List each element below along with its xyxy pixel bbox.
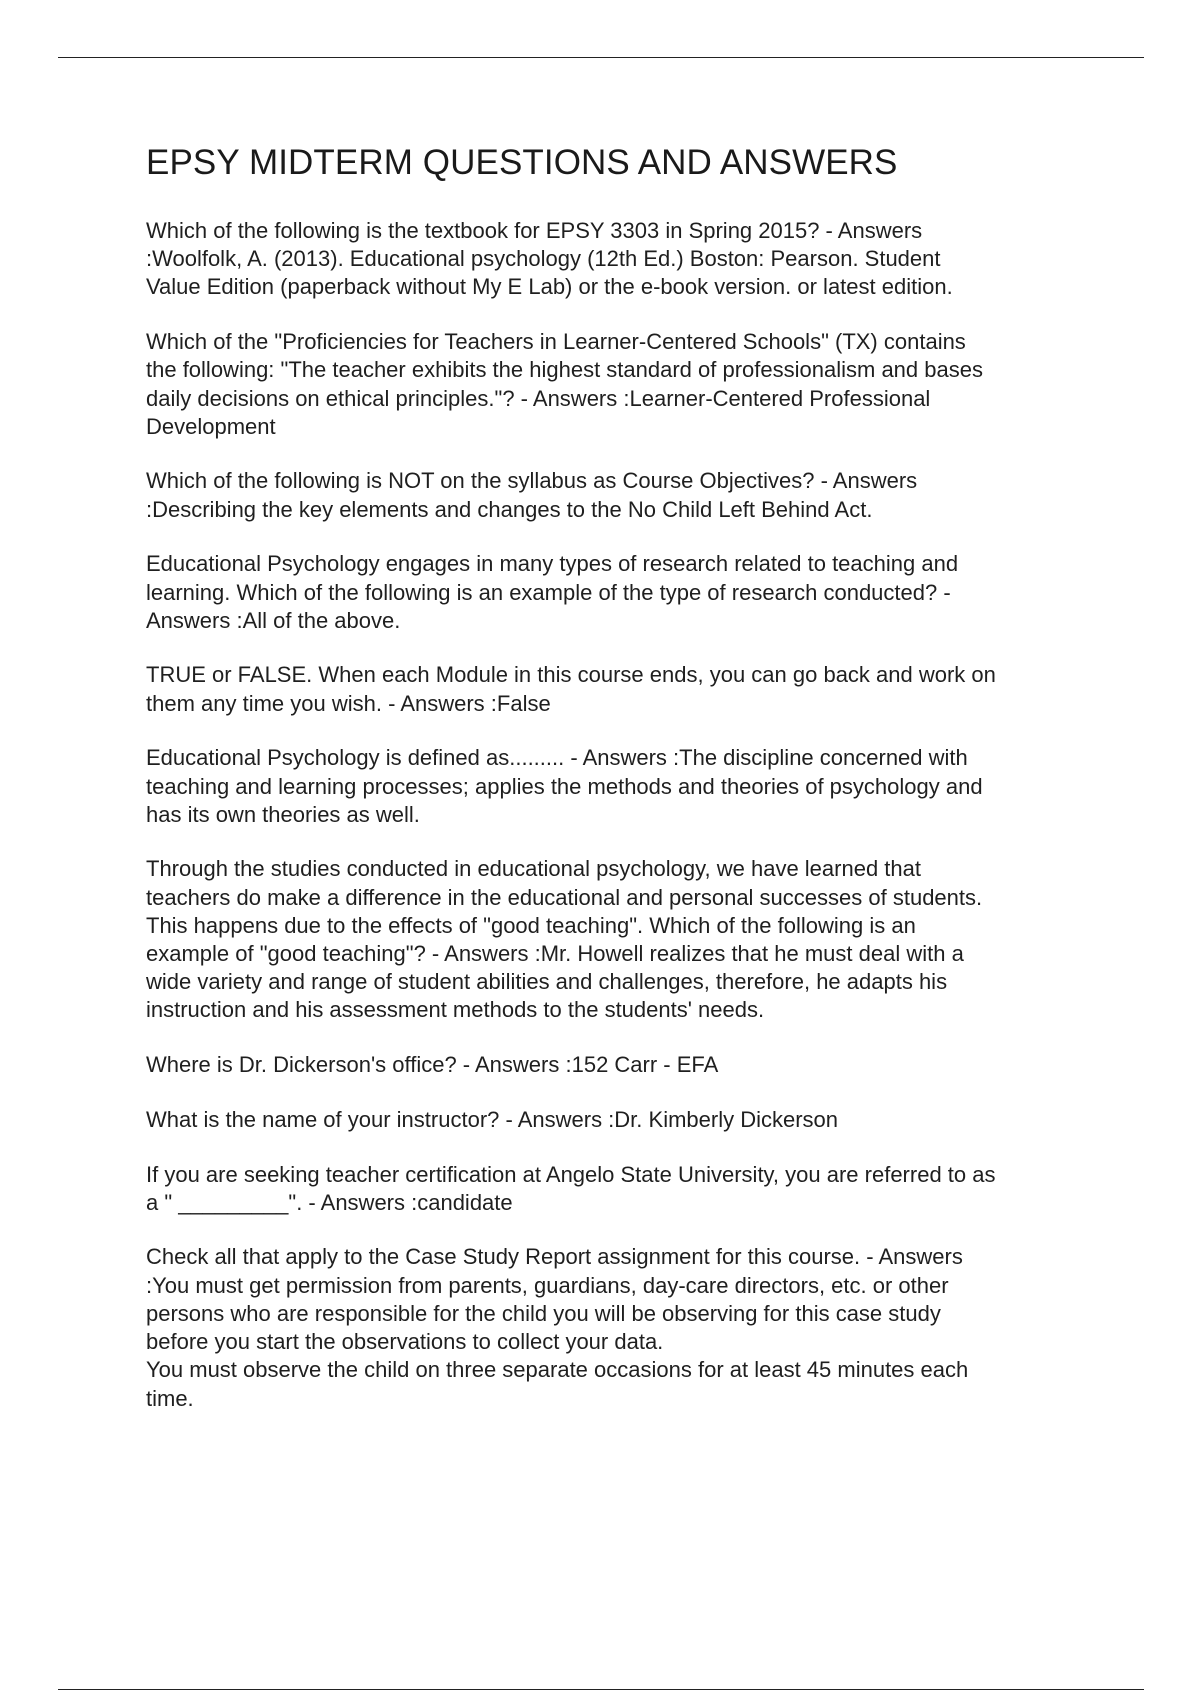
qa-item: Which of the following is the textbook for EPSY 3303 in Spring 2015? - Answers :Woolfolk, A. (2013). Educational psychology (12th Ed.) Boston: Pearson. Student Value Edition (paperback without My E Lab) or the e-book version. or latest edition.: [146, 218, 953, 300]
qa-item: If you are seeking teacher certification at Angelo State University, you are referred to as a " _________". - Answers :candidate: [146, 1161, 996, 1215]
qa-item: Which of the following is NOT on the syllabus as Course Objectives? - Answers :Describing the key elements and changes to the No Child Left Behind Act.: [146, 468, 918, 522]
bottom-divider: [58, 1689, 1144, 1690]
qa-item: Through the studies conducted in educational psychology, we have learned that teachers do make a difference in the educational and personal successes of students. This happens due to the effects of "good teaching". Which of the following is an example of "good teaching"? - Answers :Mr. Howell realizes that he must deal with a wide variety and range of student abilities and challenges, therefore, he adapts his instruction and his assessment methods to the students' needs.: [146, 856, 983, 1023]
qa-item: TRUE or FALSE. When each Module in this course ends, you can go back and work on them any time you wish. - Answers :False: [146, 662, 996, 716]
qa-item: Educational Psychology engages in many types of research related to teaching and learning. Which of the following is an example of the type of research conducted? - Answers :All of the above.: [146, 551, 959, 633]
qa-item: Where is Dr. Dickerson's office? - Answers :152 Carr - EFA: [146, 1052, 719, 1078]
qa-item: Educational Psychology is defined as......... - Answers :The discipline concerned with teaching and learning processes; applies the methods and theories of psychology and has its own theories as well.: [146, 745, 983, 827]
qa-item: Check all that apply to the Case Study Report assignment for this course. - Answers :You must get permission from parents, guardians, day-care directors, etc. or other persons who are responsible for the child you will be observing for this case study before you start the observations to collect your data. You must observe the child on three separate occasions for at least 45 minutes each time.: [146, 1244, 969, 1411]
page-title: EPSY MIDTERM QUESTIONS AND ANSWERS: [146, 143, 898, 182]
document-body: [146, 143, 1086, 1439]
top-divider: [58, 57, 1144, 58]
qa-item: Which of the "Proficiencies for Teachers in Learner-Centered Schools" (TX) contains the following: "The teacher exhibits the highest standard of professionalism and bases daily decisions on ethical principles."? - Answers :Learner-Centered Professional Development: [146, 329, 983, 439]
qa-item: What is the name of your instructor? - Answers :Dr. Kimberly Dickerson: [146, 1106, 839, 1132]
